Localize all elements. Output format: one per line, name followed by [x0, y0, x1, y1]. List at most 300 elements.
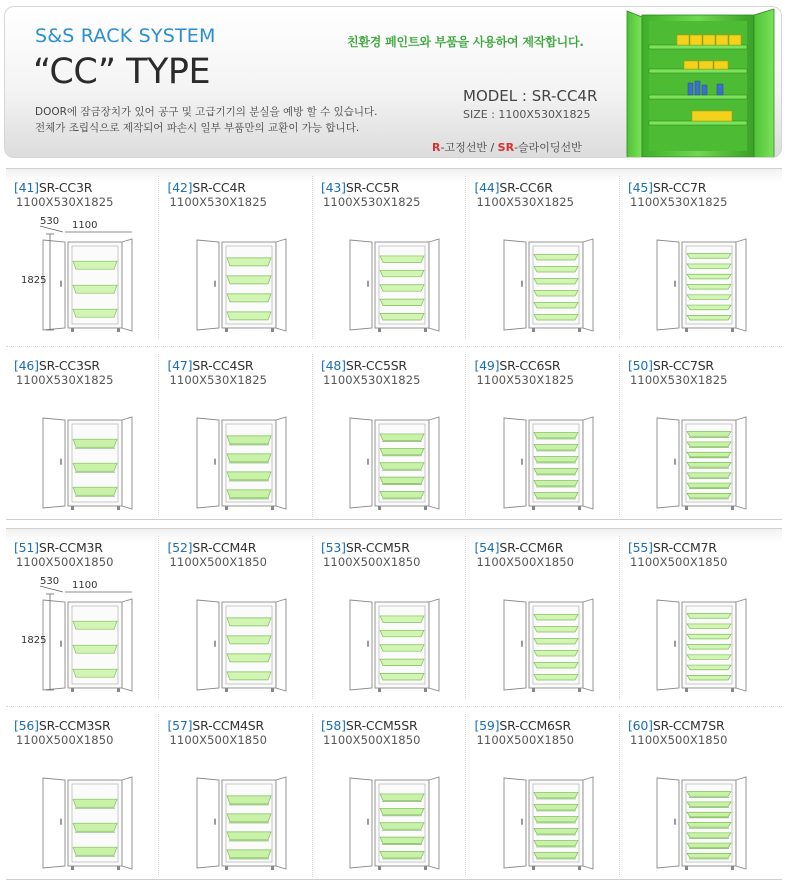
- product-dimensions: 1100X500X1850: [323, 555, 421, 569]
- shelf: [687, 432, 731, 437]
- shelf: [687, 675, 731, 680]
- cabinet-foot: [424, 866, 427, 870]
- cabinet-foot: [731, 328, 734, 332]
- right-door: [583, 417, 593, 509]
- shelf: [380, 285, 424, 291]
- product-dimensions: 1100X530X1825: [169, 373, 268, 387]
- shelf: [687, 624, 731, 629]
- shelf: [227, 312, 271, 320]
- product-model: SR-CCM5R: [345, 540, 410, 555]
- shelf: [73, 285, 117, 293]
- cabinet-foot: [271, 506, 274, 510]
- shelf: [687, 285, 731, 290]
- product-number: [59]: [474, 718, 500, 733]
- cabinet-diagram: [467, 530, 620, 705]
- product-dimensions: 1100X530X1825: [476, 195, 575, 209]
- width-label: 1100: [72, 580, 98, 591]
- cabinet-diagram: [467, 708, 620, 883]
- type-title: “CC” TYPE: [33, 52, 211, 92]
- shelf: [687, 833, 731, 838]
- right-door: [736, 417, 746, 509]
- shelf: [227, 850, 271, 858]
- door-handle: [214, 819, 216, 825]
- cabinet-diagram: [313, 708, 466, 883]
- shelf: [73, 309, 117, 317]
- product-card[interactable]: [160, 348, 313, 523]
- product-number: [46]: [14, 358, 39, 373]
- product-dimensions: 1100X530X1825: [169, 195, 268, 209]
- product-dimensions: 1100X530X1825: [323, 195, 421, 209]
- shelf: [534, 793, 578, 798]
- cabinet-foot: [71, 688, 74, 692]
- product-model: SR-CCM4R: [192, 540, 257, 555]
- shelf: [227, 472, 271, 480]
- product-card[interactable]: [6, 530, 159, 705]
- product-model: SR-CCM7R: [652, 540, 717, 555]
- shelf: [380, 477, 424, 483]
- cabinet-foot: [71, 866, 74, 870]
- cabinet-foot: [731, 866, 734, 870]
- shelf: [534, 805, 578, 810]
- cabinet-foot: [225, 866, 228, 870]
- cabinet-foot: [117, 328, 120, 332]
- shelf: [687, 264, 731, 269]
- door-handle: [521, 641, 523, 647]
- shelf: [73, 669, 117, 677]
- product-card[interactable]: [620, 348, 773, 523]
- product-number: [51]: [14, 540, 39, 555]
- shelf: [687, 614, 731, 619]
- cabinet-foot: [532, 506, 535, 510]
- door-handle: [60, 641, 62, 647]
- cabinet-foot: [685, 506, 688, 510]
- cabinet-foot: [225, 506, 228, 510]
- product-model: SR-CC6R: [499, 180, 553, 195]
- door-handle: [214, 459, 216, 465]
- product-card[interactable]: [313, 170, 466, 345]
- product-card[interactable]: [160, 170, 313, 345]
- cabinet-diagram: [467, 170, 620, 345]
- shelf: [73, 799, 117, 807]
- cabinet-diagram: [620, 348, 773, 523]
- product-model: SR-CC3R: [38, 180, 93, 195]
- shelf: [687, 442, 731, 447]
- right-door: [583, 239, 593, 331]
- cabinet-foot: [271, 866, 274, 870]
- shelf: [687, 802, 731, 807]
- cabinet-foot: [578, 328, 581, 332]
- cabinet-diagram: [620, 530, 773, 705]
- shelf: [73, 823, 117, 831]
- description-line-1: DOOR에 잠금장치가 있어 공구 및 고급기기의 분실을 예방 할 수 있습니다.: [35, 106, 378, 118]
- shelf: [73, 645, 117, 653]
- product-card[interactable]: [467, 348, 620, 523]
- cabinet-foot: [378, 506, 381, 510]
- cabinet-foot: [117, 506, 120, 510]
- shelf: [534, 627, 578, 632]
- brand-title: S&S RACK SYSTEM: [35, 25, 216, 47]
- shelf: [227, 436, 271, 444]
- product-model: SR-CCM6SR: [499, 718, 571, 733]
- right-door: [122, 239, 132, 331]
- cabinet-foot: [71, 328, 74, 332]
- shelf: [380, 674, 424, 680]
- product-model: SR-CC3SR: [38, 358, 100, 373]
- shelf: [687, 315, 731, 320]
- shelf: [534, 817, 578, 822]
- door-handle: [674, 459, 676, 465]
- shelf: [687, 305, 731, 310]
- door-handle: [60, 819, 62, 825]
- door-handle: [60, 459, 62, 465]
- product-model: SR-CC7R: [652, 180, 707, 195]
- shelf: [687, 452, 731, 457]
- product-model: SR-CC5SR: [345, 358, 407, 373]
- product-number: [50]: [628, 358, 653, 373]
- shelf: [380, 837, 424, 843]
- door-handle: [367, 281, 369, 287]
- product-card[interactable]: [313, 348, 466, 523]
- shelf: [227, 654, 271, 662]
- door-handle: [521, 281, 523, 287]
- product-model: SR-CC4R: [192, 180, 246, 195]
- door-handle: [521, 459, 523, 465]
- door-handle: [214, 641, 216, 647]
- cabinet-foot: [424, 688, 427, 692]
- door-handle: [367, 819, 369, 825]
- shelf: [380, 645, 424, 651]
- cabinet-foot: [532, 866, 535, 870]
- product-dimensions: 1100X530X1825: [630, 373, 728, 387]
- product-model: SR-CCM6R: [499, 540, 564, 555]
- shelf: [687, 493, 731, 498]
- shelf: [380, 852, 424, 858]
- product-number: [48]: [321, 358, 346, 373]
- product-number: [49]: [474, 358, 500, 373]
- product-card[interactable]: [6, 348, 159, 523]
- product-dimensions: 1100X500X1850: [169, 733, 268, 747]
- product-card[interactable]: [467, 170, 620, 345]
- cabinet-foot: [225, 688, 228, 692]
- shelf: [534, 639, 578, 644]
- shelf: [534, 469, 578, 474]
- cabinet-diagram: [6, 530, 159, 705]
- shelf: [687, 655, 731, 660]
- product-model: SR-CCM4SR: [192, 718, 264, 733]
- right-door: [429, 239, 439, 331]
- cabinet-diagram: [160, 708, 313, 883]
- shelf: [687, 463, 731, 468]
- product-card[interactable]: [620, 708, 773, 883]
- shelf: [687, 295, 731, 300]
- right-door: [736, 777, 746, 869]
- right-door: [429, 417, 439, 509]
- product-dimensions: 1100X500X1850: [16, 733, 114, 747]
- product-model: SR-CCM3R: [38, 540, 103, 555]
- product-card[interactable]: [6, 170, 159, 345]
- product-number: [60]: [628, 718, 653, 733]
- product-dimensions: 1100X530X1825: [476, 373, 575, 387]
- right-door: [429, 777, 439, 869]
- product-number: [42]: [167, 180, 193, 195]
- cabinet-foot: [731, 688, 734, 692]
- door-handle: [674, 819, 676, 825]
- cabinet-foot: [71, 506, 74, 510]
- shelf: [534, 615, 578, 620]
- shelf: [380, 794, 424, 800]
- shelf: [687, 634, 731, 639]
- cabinet-foot: [271, 688, 274, 692]
- cabinet-foot: [117, 688, 120, 692]
- right-door: [122, 777, 132, 869]
- cabinet-foot: [578, 688, 581, 692]
- eco-paint-notice: 친환경 페인트와 부품을 사용하여 제작합니다.: [347, 35, 584, 49]
- right-door: [276, 239, 286, 331]
- shelf: [380, 314, 424, 320]
- shelf: [534, 255, 578, 260]
- legend-divider: /: [486, 141, 498, 154]
- shelf: [380, 299, 424, 305]
- height-label: 1825: [21, 275, 47, 286]
- product-dimensions: 1100X500X1850: [323, 733, 421, 747]
- cabinet-foot: [731, 506, 734, 510]
- cabinet-foot: [685, 328, 688, 332]
- cabinet-foot: [578, 506, 581, 510]
- shelf: [687, 823, 731, 828]
- product-card[interactable]: [160, 530, 313, 705]
- cabinet-foot: [685, 688, 688, 692]
- featured-size: SIZE : 1100X530X1825: [463, 108, 591, 121]
- cabinet-diagram: [313, 530, 466, 705]
- product-number: [52]: [167, 540, 193, 555]
- shelf: [227, 490, 271, 498]
- product-number: [41]: [14, 180, 39, 195]
- cabinet-foot: [271, 328, 274, 332]
- product-dimensions: 1100X500X1850: [476, 555, 575, 569]
- shelf: [227, 636, 271, 644]
- shelf: [380, 616, 424, 622]
- door-handle: [60, 281, 62, 287]
- shelf: [227, 258, 271, 266]
- product-number: [57]: [167, 718, 193, 733]
- shelf: [227, 832, 271, 840]
- catalog-header: [4, 6, 782, 158]
- door-handle: [214, 281, 216, 287]
- shelf: [227, 294, 271, 302]
- shelf: [380, 463, 424, 469]
- product-card[interactable]: [313, 708, 466, 883]
- shelf: [687, 665, 731, 670]
- cabinet-foot: [424, 328, 427, 332]
- shelf: [380, 823, 424, 829]
- shelf: [534, 493, 578, 498]
- shelf-type-legend: [432, 139, 582, 155]
- shelf: [534, 651, 578, 656]
- shelf: [534, 853, 578, 858]
- shelf: [227, 454, 271, 462]
- product-dimensions: 1100X500X1850: [630, 733, 728, 747]
- shelf: [534, 433, 578, 438]
- shelf: [380, 256, 424, 262]
- cabinet-foot: [532, 688, 535, 692]
- shelf: [534, 841, 578, 846]
- cabinet-foot: [578, 866, 581, 870]
- depth-label: 530: [40, 216, 60, 227]
- width-label: 1100: [72, 220, 98, 231]
- cabinet-diagram: [6, 348, 159, 523]
- cabinet-foot: [685, 866, 688, 870]
- product-dimensions: 1100X500X1850: [169, 555, 268, 569]
- shelf: [534, 481, 578, 486]
- shelf: [73, 487, 117, 495]
- cabinet-photo: [622, 7, 782, 158]
- shelf: [73, 261, 117, 269]
- cabinet-diagram: [6, 170, 159, 345]
- right-door: [276, 599, 286, 691]
- shelf: [380, 434, 424, 440]
- right-door: [122, 417, 132, 509]
- product-card[interactable]: [467, 530, 620, 705]
- product-number: [47]: [167, 358, 193, 373]
- product-number: [45]: [628, 180, 653, 195]
- product-model: SR-CCM5SR: [345, 718, 418, 733]
- shelf: [380, 630, 424, 636]
- shelf: [687, 274, 731, 279]
- shelf: [687, 792, 731, 797]
- product-card[interactable]: [620, 530, 773, 705]
- shelf: [687, 843, 731, 848]
- product-card[interactable]: [467, 708, 620, 883]
- legend-sr-code: SR: [497, 141, 515, 154]
- shelf: [687, 853, 731, 858]
- product-number: [53]: [321, 540, 346, 555]
- cabinet-diagram: [620, 170, 773, 345]
- product-dimensions: 1100X530X1825: [630, 195, 728, 209]
- cabinet-foot: [225, 328, 228, 332]
- right-door: [583, 599, 593, 691]
- shelf: [227, 276, 271, 284]
- product-number: [56]: [14, 718, 39, 733]
- shelf: [534, 829, 578, 834]
- shelf: [380, 808, 424, 814]
- product-model: SR-CC5R: [345, 180, 400, 195]
- cabinet-foot: [378, 866, 381, 870]
- row-divider: [6, 346, 782, 347]
- shelf: [380, 448, 424, 454]
- cabinet-diagram: [313, 170, 466, 345]
- product-number: [44]: [474, 180, 500, 195]
- shelf: [227, 796, 271, 804]
- right-door: [736, 239, 746, 331]
- product-card[interactable]: [6, 708, 159, 883]
- product-dimensions: 1100X530X1825: [323, 373, 421, 387]
- shelf: [687, 812, 731, 817]
- product-model: SR-CCM3SR: [38, 718, 111, 733]
- product-model: SR-CC6SR: [499, 358, 561, 373]
- description: [35, 104, 377, 136]
- shelf: [227, 672, 271, 680]
- shelf: [534, 675, 578, 680]
- product-number: [55]: [628, 540, 653, 555]
- shelf: [534, 267, 578, 272]
- cabinet-foot: [117, 866, 120, 870]
- cabinet-foot: [532, 328, 535, 332]
- door-handle: [367, 641, 369, 647]
- product-number: [43]: [321, 180, 346, 195]
- row-divider: [6, 706, 782, 707]
- cabinet-diagram: [467, 348, 620, 523]
- shelf: [380, 270, 424, 276]
- right-door: [736, 599, 746, 691]
- cabinet-diagram: [620, 708, 773, 883]
- shelf: [380, 492, 424, 498]
- description-line-2: 전체가 조립식으로 제작되어 파손시 일부 부품만의 교환이 가능 합니다.: [35, 122, 360, 134]
- featured-model: MODEL : SR-CC4R: [463, 87, 598, 105]
- cabinet-diagram: [160, 170, 313, 345]
- product-dimensions: 1100X500X1850: [476, 733, 575, 747]
- cabinet-foot: [378, 688, 381, 692]
- shelf: [534, 303, 578, 308]
- door-handle: [367, 459, 369, 465]
- product-number: [58]: [321, 718, 346, 733]
- shelf: [687, 473, 731, 478]
- door-handle: [674, 281, 676, 287]
- door-handle: [521, 819, 523, 825]
- product-model: SR-CC4SR: [192, 358, 254, 373]
- door-handle: [674, 641, 676, 647]
- right-door: [122, 599, 132, 691]
- height-label: 1825: [21, 635, 47, 646]
- shelf: [687, 483, 731, 488]
- cabinet-diagram: [160, 348, 313, 523]
- depth-label: 530: [40, 576, 60, 587]
- product-dimensions: 1100X500X1850: [630, 555, 728, 569]
- cabinet-diagram: [160, 530, 313, 705]
- cabinet-diagram: [313, 348, 466, 523]
- shelf: [380, 659, 424, 665]
- shelf: [534, 291, 578, 296]
- product-dimensions: 1100X530X1825: [16, 373, 114, 387]
- product-dimensions: 1100X500X1850: [16, 555, 114, 569]
- shelf: [534, 279, 578, 284]
- legend-sr-text: -슬라이딩선반: [514, 141, 582, 154]
- shelf: [227, 618, 271, 626]
- product-card[interactable]: [160, 708, 313, 883]
- right-door: [429, 599, 439, 691]
- product-card[interactable]: [313, 530, 466, 705]
- product-model: SR-CC7SR: [652, 358, 714, 373]
- shelf: [534, 445, 578, 450]
- cabinet-foot: [424, 506, 427, 510]
- shelf: [534, 663, 578, 668]
- shelf: [73, 621, 117, 629]
- cabinet-foot: [378, 328, 381, 332]
- cabinet-diagram: [6, 708, 159, 883]
- shelf: [73, 439, 117, 447]
- shelf: [534, 315, 578, 320]
- shelf: [687, 645, 731, 650]
- shelf: [687, 254, 731, 259]
- legend-r-text: -고정선반: [440, 141, 487, 154]
- legend-r-code: R: [432, 141, 441, 154]
- shelf: [534, 457, 578, 462]
- product-card[interactable]: [620, 170, 773, 345]
- product-model: SR-CCM7SR: [652, 718, 725, 733]
- shelf: [73, 847, 117, 855]
- product-dimensions: 1100X530X1825: [16, 195, 114, 209]
- right-door: [583, 777, 593, 869]
- shelf: [227, 814, 271, 822]
